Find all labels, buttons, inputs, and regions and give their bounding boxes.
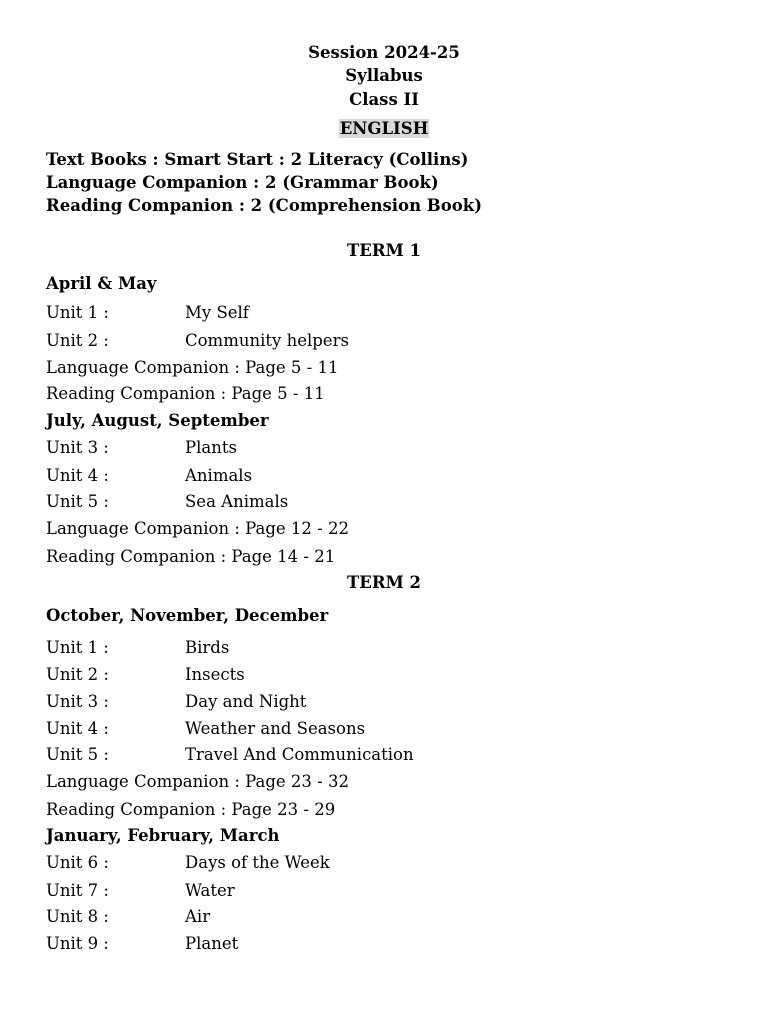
- term1-period2-heading: July, August, September: [46, 411, 269, 430]
- unit-label: Unit 3 :: [46, 438, 109, 457]
- unit-topic: Plants: [185, 438, 237, 457]
- term2-period2-heading: January, February, March: [46, 826, 280, 845]
- unit-label: Unit 7 :: [46, 881, 109, 900]
- unit-topic: Days of the Week: [185, 853, 330, 872]
- reading-companion-pages: Reading Companion : Page 14 - 21: [46, 547, 336, 566]
- unit-label: Unit 1 :: [46, 638, 109, 657]
- unit-topic: Day and Night: [185, 692, 307, 711]
- language-companion-pages: Language Companion : Page 5 - 11: [46, 358, 339, 377]
- session-title: Session 2024-25: [308, 43, 460, 62]
- reading-companion-book-line: Reading Companion : 2 (Comprehension Book): [46, 196, 483, 215]
- term2-heading: TERM 2: [346, 573, 422, 592]
- unit-label: Unit 2 :: [46, 665, 109, 684]
- text-books-line: Text Books : Smart Start : 2 Literacy (Collins): [46, 150, 469, 169]
- unit-topic: Insects: [185, 665, 245, 684]
- subject-label: ENGLISH: [339, 119, 429, 138]
- term2-period1-heading: October, November, December: [46, 606, 329, 625]
- unit-topic: Air: [185, 907, 211, 926]
- unit-label: Unit 8 :: [46, 907, 109, 926]
- language-companion-book-line: Language Companion : 2 (Grammar Book): [46, 173, 439, 192]
- unit-topic: Planet: [185, 934, 239, 953]
- unit-label: Unit 4 :: [46, 466, 109, 485]
- language-companion-pages: Language Companion : Page 23 - 32: [46, 772, 349, 791]
- unit-topic: Weather and Seasons: [185, 719, 366, 738]
- syllabus-title: Syllabus: [345, 66, 423, 85]
- unit-label: Unit 1 :: [46, 303, 109, 322]
- unit-label: Unit 9 :: [46, 934, 109, 953]
- language-companion-pages: Language Companion : Page 12 - 22: [46, 519, 349, 538]
- unit-label: Unit 5 :: [46, 745, 109, 764]
- term1-period1-heading: April & May: [46, 274, 157, 293]
- unit-topic: Water: [185, 881, 235, 900]
- reading-companion-pages: Reading Companion : Page 23 - 29: [46, 800, 336, 819]
- reading-companion-pages: Reading Companion : Page 5 - 11: [46, 384, 325, 403]
- unit-label: Unit 2 :: [46, 331, 109, 350]
- unit-topic: Community helpers: [185, 331, 349, 350]
- class-title: Class II: [349, 90, 419, 109]
- unit-topic: Birds: [185, 638, 230, 657]
- unit-topic: My Self: [185, 303, 249, 322]
- unit-label: Unit 6 :: [46, 853, 109, 872]
- unit-topic: Sea Animals: [185, 492, 289, 511]
- unit-label: Unit 5 :: [46, 492, 109, 511]
- term1-heading: TERM 1: [346, 241, 422, 260]
- unit-label: Unit 3 :: [46, 692, 109, 711]
- unit-topic: Travel And Communication: [185, 745, 414, 764]
- subject-heading: [0, 119, 768, 139]
- unit-label: Unit 4 :: [46, 719, 109, 738]
- unit-topic: Animals: [185, 466, 253, 485]
